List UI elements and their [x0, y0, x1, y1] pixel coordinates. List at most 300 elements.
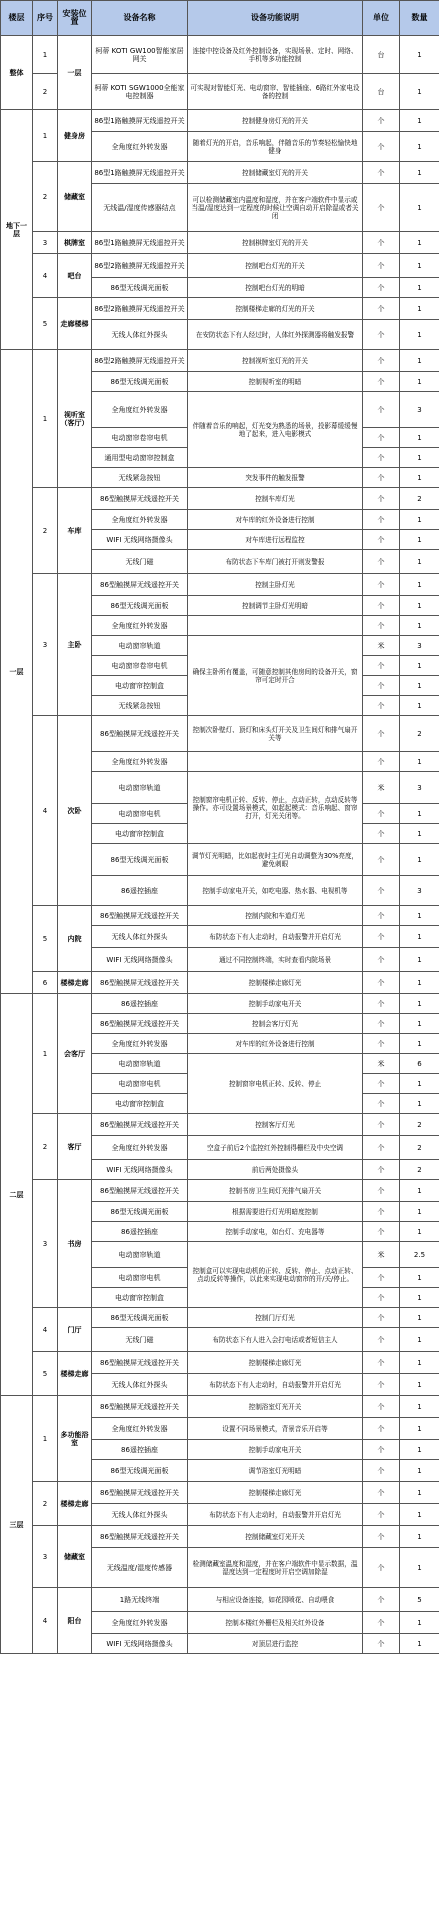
unit-cell: 米 — [363, 636, 400, 656]
unit-cell: 个 — [363, 1352, 400, 1374]
device-name-cell: 86型触摸屏无线遥控开关 — [92, 1114, 188, 1136]
table-row — [1, 1114, 439, 1136]
device-name-cell: 86型2路触摸屏无线遥控开关 — [92, 350, 188, 372]
location-cell: 多功能浴室 — [58, 1396, 92, 1482]
function-cell: 控制次卧壁灯、顶灯和床头灯开关及卫生间灯和排气扇开关等 — [188, 716, 363, 752]
quantity-cell: 1 — [400, 74, 439, 110]
device-name-cell: 86遥控插座 — [92, 876, 188, 906]
quantity-cell: 3 — [400, 636, 439, 656]
quantity-cell: 1 — [400, 1460, 439, 1482]
index-cell: 3 — [33, 574, 58, 716]
index-cell: 3 — [33, 1526, 58, 1588]
unit-cell: 个 — [363, 162, 400, 184]
table-row — [1, 1588, 439, 1612]
device-name-cell: 电动窗帘控制盒 — [92, 824, 188, 844]
unit-cell: 个 — [363, 232, 400, 254]
unit-cell: 个 — [363, 1268, 400, 1288]
quantity-cell: 1 — [400, 350, 439, 372]
device-name-cell: 全角度红外转发器 — [92, 1136, 188, 1160]
device-name-cell: 86型触摸屏无线遥控开关 — [92, 1396, 188, 1418]
device-name-cell: 电动窗帘电机 — [92, 1268, 188, 1288]
quantity-cell: 1 — [400, 550, 439, 574]
table-row — [1, 1308, 439, 1328]
quantity-cell: 1 — [400, 1634, 439, 1654]
unit-cell: 个 — [363, 1440, 400, 1460]
device-name-cell: WIFI 无线网络摄像头 — [92, 530, 188, 550]
function-cell: 控制窗帘电机正转、反转、停止 — [188, 1054, 363, 1114]
quantity-cell: 1 — [400, 320, 439, 350]
unit-cell: 个 — [363, 392, 400, 428]
unit-cell: 个 — [363, 1374, 400, 1396]
quantity-cell: 1 — [400, 1308, 439, 1328]
function-cell: 控制手动家电开关，如吃电器、热水器、电视机等 — [188, 876, 363, 906]
function-cell: 控制门厅灯光 — [188, 1308, 363, 1328]
function-cell: 控制手动家电开关 — [188, 1440, 363, 1460]
quantity-cell: 1 — [400, 1352, 439, 1374]
location-cell: 走廊楼梯 — [58, 298, 92, 350]
device-name-cell: 86型触摸屏无线遥控开关 — [92, 1352, 188, 1374]
table-body — [1, 36, 439, 1654]
quantity-cell: 1 — [400, 254, 439, 278]
index-cell: 2 — [33, 488, 58, 574]
device-name-cell: 86遥控插座 — [92, 1440, 188, 1460]
table-row — [1, 298, 439, 320]
device-name-cell: 电动窗帘卷帘电机 — [92, 656, 188, 676]
function-cell: 对车库的红外设备进行控制 — [188, 510, 363, 530]
table-row — [1, 350, 439, 372]
location-cell: 书房 — [58, 1180, 92, 1308]
function-cell: 可以检测储藏室内温度和湿度，并在客户端软件中显示或当温/湿度达到一定程度的时候让空调自动开启除湿或者关闭 — [188, 184, 363, 232]
quantity-cell: 3 — [400, 772, 439, 804]
unit-cell: 个 — [363, 1526, 400, 1548]
quantity-cell: 1 — [400, 530, 439, 550]
unit-cell: 个 — [363, 488, 400, 510]
location-cell: 主卧 — [58, 574, 92, 716]
device-name-cell: 无线人体红外探头 — [92, 1504, 188, 1526]
index-cell: 1 — [33, 350, 58, 488]
function-cell: 控制吧台灯光的明暗 — [188, 278, 363, 298]
quantity-cell: 1 — [400, 1222, 439, 1242]
location-cell: 棋牌室 — [58, 232, 92, 254]
unit-cell: 个 — [363, 844, 400, 876]
function-cell: 控制手动家电，如台灯、充电器等 — [188, 1222, 363, 1242]
function-cell: 控制手动家电开关 — [188, 994, 363, 1014]
quantity-cell: 1 — [400, 926, 439, 948]
quantity-cell: 1 — [400, 1612, 439, 1634]
function-cell: 控制吧台灯光的开关 — [188, 254, 363, 278]
unit-cell: 个 — [363, 278, 400, 298]
device-name-cell: 无线温/湿度传感器结点 — [92, 184, 188, 232]
device-name-cell: WIFI 无线网络摄像头 — [92, 948, 188, 972]
quantity-cell: 1 — [400, 1268, 439, 1288]
function-cell: 控制盒可以实现电动机的正转、反转、停止、点动正转、点动反转等操作，以此来实现电动窗帘的开/关/停止。 — [188, 1242, 363, 1308]
unit-cell: 个 — [363, 1074, 400, 1094]
unit-cell: 个 — [363, 184, 400, 232]
quantity-cell: 1 — [400, 1526, 439, 1548]
unit-cell: 个 — [363, 350, 400, 372]
header-function: 设备功能说明 — [188, 1, 363, 36]
device-name-cell: 86型无线调光面板 — [92, 278, 188, 298]
index-cell: 1 — [33, 994, 58, 1114]
quantity-cell: 1 — [400, 906, 439, 926]
function-cell: 确保主卧所有覆盖，可随意控制其他房间的设备开关，窗帘可定时开合 — [188, 636, 363, 716]
quantity-cell: 6 — [400, 1054, 439, 1074]
function-cell: 控制浴室灯光开关 — [188, 1396, 363, 1418]
quantity-cell: 1 — [400, 298, 439, 320]
location-cell: 吧台 — [58, 254, 92, 298]
device-name-cell: 电动窗帘轨道 — [92, 1242, 188, 1268]
index-cell: 4 — [33, 1308, 58, 1352]
quantity-cell: 1 — [400, 676, 439, 696]
device-name-cell: 无线温度/湿度传感器 — [92, 1548, 188, 1588]
quantity-cell: 2 — [400, 1160, 439, 1180]
index-cell: 2 — [33, 1114, 58, 1180]
device-name-cell: 全角度红外转发器 — [92, 1612, 188, 1634]
unit-cell: 个 — [363, 824, 400, 844]
quantity-cell: 2.5 — [400, 1242, 439, 1268]
table-row — [1, 972, 439, 994]
unit-cell: 个 — [363, 616, 400, 636]
function-cell: 控制楼梯走廊灯光 — [188, 1352, 363, 1374]
unit-cell: 个 — [363, 1136, 400, 1160]
quantity-cell: 3 — [400, 876, 439, 906]
device-name-cell: 电动窗帘控制盒 — [92, 1094, 188, 1114]
device-name-cell: 86型无线调光面板 — [92, 1460, 188, 1482]
device-name-cell: 86型触摸屏无线遥控开关 — [92, 1014, 188, 1034]
index-cell: 1 — [33, 36, 58, 74]
unit-cell: 个 — [363, 1034, 400, 1054]
function-cell: 控制楼梯走廊灯光 — [188, 1482, 363, 1504]
quantity-cell: 1 — [400, 110, 439, 132]
unit-cell: 个 — [363, 994, 400, 1014]
table-row — [1, 574, 439, 596]
unit-cell: 个 — [363, 1094, 400, 1114]
unit-cell: 个 — [363, 1548, 400, 1588]
unit-cell: 个 — [363, 1634, 400, 1654]
quantity-cell: 3 — [400, 392, 439, 428]
device-name-cell: 电动窗帘轨道 — [92, 1054, 188, 1074]
unit-cell: 个 — [363, 254, 400, 278]
function-cell: 控制窗帘电机正转、反转、停止，点动正转，点动反转等操作。亦可设置场景模式，如起起模式：音乐响起、窗帘打开，灯光关闭等。 — [188, 772, 363, 844]
quantity-cell: 1 — [400, 1374, 439, 1396]
unit-cell: 个 — [363, 132, 400, 162]
location-cell: 储藏室 — [58, 162, 92, 232]
header-device-name: 设备名称 — [92, 1, 188, 36]
unit-cell: 个 — [363, 1222, 400, 1242]
function-cell: 对车库的红外设备进行控制 — [188, 1034, 363, 1054]
index-cell: 5 — [33, 906, 58, 972]
device-name-cell: 全角度红外转发器 — [92, 132, 188, 162]
device-name-cell: 86型触摸屏无线遥控开关 — [92, 972, 188, 994]
device-name-cell: 86型触摸屏无线遥控开关 — [92, 1482, 188, 1504]
index-cell: 4 — [33, 254, 58, 298]
table-row — [1, 994, 439, 1014]
device-name-cell: 86型触摸屏无线遥控开关 — [92, 716, 188, 752]
quantity-cell: 1 — [400, 1504, 439, 1526]
quantity-cell: 1 — [400, 804, 439, 824]
unit-cell: 个 — [363, 804, 400, 824]
function-cell: 控制楼梯走廊灯光 — [188, 972, 363, 994]
unit-cell: 个 — [363, 1114, 400, 1136]
device-name-cell: 86型2路触摸屏无线遥控开关 — [92, 254, 188, 278]
device-name-cell: 86型1路触摸屏无线遥控开关 — [92, 232, 188, 254]
device-name-cell: 全角度红外转发器 — [92, 616, 188, 636]
location-cell: 门厅 — [58, 1308, 92, 1352]
floor-cell: 三层 — [1, 1396, 33, 1654]
quantity-cell: 1 — [400, 510, 439, 530]
function-cell: 布防状态下有人走动时，自动报警并开启灯光 — [188, 1374, 363, 1396]
quantity-cell: 1 — [400, 1094, 439, 1114]
device-name-cell: 无线人体红外探头 — [92, 1374, 188, 1396]
quantity-cell: 1 — [400, 372, 439, 392]
unit-cell: 个 — [363, 676, 400, 696]
device-name-cell: 柯蒂 KOTI SGW1000全能家电控制器 — [92, 74, 188, 110]
device-name-cell: 全角度红外转发器 — [92, 1034, 188, 1054]
device-name-cell: 无线门磁 — [92, 1328, 188, 1352]
index-cell: 4 — [33, 716, 58, 906]
function-cell: 连接中控设备及红外控制设备，实现场景、定时、网络、手机等多功能控制 — [188, 36, 363, 74]
quantity-cell: 1 — [400, 162, 439, 184]
quantity-cell: 1 — [400, 1034, 439, 1054]
quantity-cell: 1 — [400, 1328, 439, 1352]
device-name-cell: 全角度红外转发器 — [92, 1418, 188, 1440]
function-cell: 通过不同控制终端，实时查看内院场景 — [188, 948, 363, 972]
device-name-cell: 电动窗帘轨道 — [92, 772, 188, 804]
unit-cell: 个 — [363, 1160, 400, 1180]
unit-cell: 个 — [363, 1288, 400, 1308]
quantity-cell: 1 — [400, 948, 439, 972]
floor-cell: 地下一层 — [1, 110, 33, 350]
floor-cell: 一层 — [1, 350, 33, 994]
unit-cell: 个 — [363, 1180, 400, 1202]
function-cell: 布防状态下有人进入会打电话或者短信主人 — [188, 1328, 363, 1352]
unit-cell: 个 — [363, 448, 400, 468]
device-name-cell: 无线紧急按钮 — [92, 696, 188, 716]
location-cell: 楼梯走廊 — [58, 1352, 92, 1396]
function-cell: 控制会客厅灯光 — [188, 1014, 363, 1034]
function-cell: 控制内院和车道灯光 — [188, 906, 363, 926]
table-row — [1, 1180, 439, 1202]
device-name-cell: 电动窗帘控制盒 — [92, 676, 188, 696]
quantity-cell: 1 — [400, 1074, 439, 1094]
table-row — [1, 1352, 439, 1374]
unit-cell: 个 — [363, 1482, 400, 1504]
device-name-cell: WIFI 无线网络摄像头 — [92, 1634, 188, 1654]
device-name-cell: 无线人体红外探头 — [92, 926, 188, 948]
table-header-row — [1, 1, 439, 36]
unit-cell: 米 — [363, 772, 400, 804]
header-quantity: 数量 — [400, 1, 439, 36]
unit-cell: 个 — [363, 656, 400, 676]
index-cell: 2 — [33, 1482, 58, 1526]
unit-cell: 个 — [363, 1588, 400, 1612]
function-cell: 布防状态下车库门被打开则发警报 — [188, 550, 363, 574]
unit-cell: 台 — [363, 36, 400, 74]
unit-cell: 个 — [363, 468, 400, 488]
unit-cell: 个 — [363, 574, 400, 596]
device-name-cell: 86遥控插座 — [92, 1222, 188, 1242]
table-row — [1, 232, 439, 254]
function-cell: 控制客厅灯光 — [188, 1114, 363, 1136]
location-cell: 楼梯走廊 — [58, 1482, 92, 1526]
table-row — [1, 906, 439, 926]
unit-cell: 个 — [363, 510, 400, 530]
function-cell: 设置不同场景模式，背景音乐开启等 — [188, 1418, 363, 1440]
quantity-cell: 1 — [400, 574, 439, 596]
quantity-cell: 1 — [400, 428, 439, 448]
device-name-cell: 86型无线调光面板 — [92, 596, 188, 616]
floor-cell: 整体 — [1, 36, 33, 110]
quantity-cell: 1 — [400, 596, 439, 616]
unit-cell: 个 — [363, 320, 400, 350]
unit-cell: 个 — [363, 906, 400, 926]
quantity-cell: 5 — [400, 1588, 439, 1612]
function-cell: 可实现对智能灯光、电动窗帘、智能插座、6路红外家电设备的控制 — [188, 74, 363, 110]
function-cell: 前后两处摄像头 — [188, 1160, 363, 1180]
function-cell: 控制视听室灯光的开关 — [188, 350, 363, 372]
device-name-cell: 86型无线调光面板 — [92, 844, 188, 876]
function-cell: 控制楼梯走廊的灯光的开关 — [188, 298, 363, 320]
quantity-cell: 1 — [400, 994, 439, 1014]
device-name-cell: 86型无线调光面板 — [92, 1308, 188, 1328]
function-cell: 空盒子前后2个监控红外控制得栅栏及中央空调 — [188, 1136, 363, 1160]
quantity-cell: 1 — [400, 132, 439, 162]
unit-cell: 个 — [363, 1396, 400, 1418]
header-floor: 楼层 — [1, 1, 33, 36]
function-cell: 随着灯光的开启，音乐响起，伴随音乐的节奏轻松愉快地健身 — [188, 132, 363, 162]
device-name-cell: 86型触摸屏无线遥控开关 — [92, 1526, 188, 1548]
table-row — [1, 162, 439, 184]
function-cell: 在安防状态下有人经过时，人体红外探测器将触发报警 — [188, 320, 363, 350]
quantity-cell: 1 — [400, 824, 439, 844]
function-cell: 根据需要进行灯光明暗度控制 — [188, 1202, 363, 1222]
device-name-cell: 电动窗帘卷帘电机 — [92, 428, 188, 448]
device-name-cell: 柯蒂 KOTI GW100智能家居网关 — [92, 36, 188, 74]
index-cell: 5 — [33, 1352, 58, 1396]
unit-cell: 个 — [363, 876, 400, 906]
device-name-cell: 86型触摸屏无线遥控开关 — [92, 1180, 188, 1202]
quantity-cell: 1 — [400, 696, 439, 716]
function-cell: 布防状态下有人走动时，自动报警并开启灯光 — [188, 1504, 363, 1526]
quantity-cell: 1 — [400, 1396, 439, 1418]
unit-cell: 个 — [363, 428, 400, 448]
location-cell: 楼梯走廊 — [58, 972, 92, 994]
table-row — [1, 254, 439, 278]
quantity-cell: 1 — [400, 1548, 439, 1588]
function-cell — [188, 752, 363, 772]
unit-cell: 个 — [363, 110, 400, 132]
table-row — [1, 488, 439, 510]
table-row — [1, 36, 439, 74]
unit-cell: 米 — [363, 1054, 400, 1074]
function-cell: 控制书房卫生间灯光排气扇开关 — [188, 1180, 363, 1202]
device-name-cell: 86型无线调光面板 — [92, 372, 188, 392]
quantity-cell: 1 — [400, 1180, 439, 1202]
device-name-cell: 86型1路触摸屏无线遥控开关 — [92, 162, 188, 184]
index-cell: 5 — [33, 298, 58, 350]
quantity-cell: 1 — [400, 1014, 439, 1034]
unit-cell: 台 — [363, 74, 400, 110]
device-name-cell: 86型无线调光面板 — [92, 1202, 188, 1222]
table-row — [1, 110, 439, 132]
location-cell: 次卧 — [58, 716, 92, 906]
unit-cell: 个 — [363, 1328, 400, 1352]
index-cell: 2 — [33, 74, 58, 110]
unit-cell: 米 — [363, 1242, 400, 1268]
table-row — [1, 1482, 439, 1504]
function-cell: 控制车库灯光 — [188, 488, 363, 510]
unit-cell: 个 — [363, 596, 400, 616]
device-name-cell: 1路无线终端 — [92, 1588, 188, 1612]
index-cell: 1 — [33, 110, 58, 162]
device-name-cell: WIFI 无线网络摄像头 — [92, 1160, 188, 1180]
location-cell: 一层 — [58, 36, 92, 110]
function-cell: 控制棋牌室灯光的开关 — [188, 232, 363, 254]
location-cell: 视听室（客厅） — [58, 350, 92, 488]
quantity-cell: 1 — [400, 1202, 439, 1222]
quantity-cell: 1 — [400, 1440, 439, 1460]
function-cell: 与相应设备连接，如花园喷花、自动喂食 — [188, 1588, 363, 1612]
device-name-cell: 无线紧急按钮 — [92, 468, 188, 488]
device-name-cell: 全角度红外转发器 — [92, 392, 188, 428]
quantity-cell: 1 — [400, 36, 439, 74]
quantity-cell: 1 — [400, 1288, 439, 1308]
device-name-cell: 全角度红外转发器 — [92, 510, 188, 530]
function-cell: 突发事件的触发报警 — [188, 468, 363, 488]
index-cell: 6 — [33, 972, 58, 994]
index-cell: 1 — [33, 1396, 58, 1482]
unit-cell: 个 — [363, 926, 400, 948]
index-cell: 3 — [33, 1180, 58, 1308]
device-name-cell: 电动窗帘电机 — [92, 804, 188, 824]
unit-cell: 个 — [363, 1202, 400, 1222]
location-cell: 内院 — [58, 906, 92, 972]
function-cell: 对车库进行远程监控 — [188, 530, 363, 550]
location-cell: 车库 — [58, 488, 92, 574]
quantity-cell: 1 — [400, 752, 439, 772]
quantity-cell: 2 — [400, 1136, 439, 1160]
device-name-cell: 无线门磁 — [92, 550, 188, 574]
function-cell: 调节灯光明暗，比如起夜时主灯光自动调整为30%亮度，避免刺眼 — [188, 844, 363, 876]
device-name-cell: 86型触摸屏无线遥控开关 — [92, 906, 188, 926]
header-location: 安装位置 — [58, 1, 92, 36]
quantity-cell: 1 — [400, 972, 439, 994]
quantity-cell: 1 — [400, 616, 439, 636]
location-cell: 阳台 — [58, 1588, 92, 1654]
unit-cell: 个 — [363, 716, 400, 752]
function-cell: 检测储藏室温度和湿度，并在客户端软件中显示数据，温湿度达到一定程度时开启空调加除湿 — [188, 1548, 363, 1588]
table-row — [1, 1396, 439, 1418]
unit-cell: 个 — [363, 948, 400, 972]
function-cell: 控制健身房灯光的开关 — [188, 110, 363, 132]
device-name-cell: 电动窗帘控制盒 — [92, 1288, 188, 1308]
unit-cell: 个 — [363, 1504, 400, 1526]
function-cell: 调节浴室灯光明暗 — [188, 1460, 363, 1482]
quantity-cell: 2 — [400, 1114, 439, 1136]
index-cell: 2 — [33, 162, 58, 232]
unit-cell: 个 — [363, 372, 400, 392]
device-name-cell: 86型触摸屏无线遥控开关 — [92, 574, 188, 596]
location-cell: 会客厅 — [58, 994, 92, 1114]
quantity-cell: 2 — [400, 488, 439, 510]
quantity-cell: 1 — [400, 468, 439, 488]
function-cell — [188, 616, 363, 636]
function-cell: 控制储藏室灯光开关 — [188, 1526, 363, 1548]
unit-cell: 个 — [363, 696, 400, 716]
device-name-cell: 无线人体红外探头 — [92, 320, 188, 350]
header-index: 序号 — [33, 1, 58, 36]
unit-cell: 个 — [363, 972, 400, 994]
